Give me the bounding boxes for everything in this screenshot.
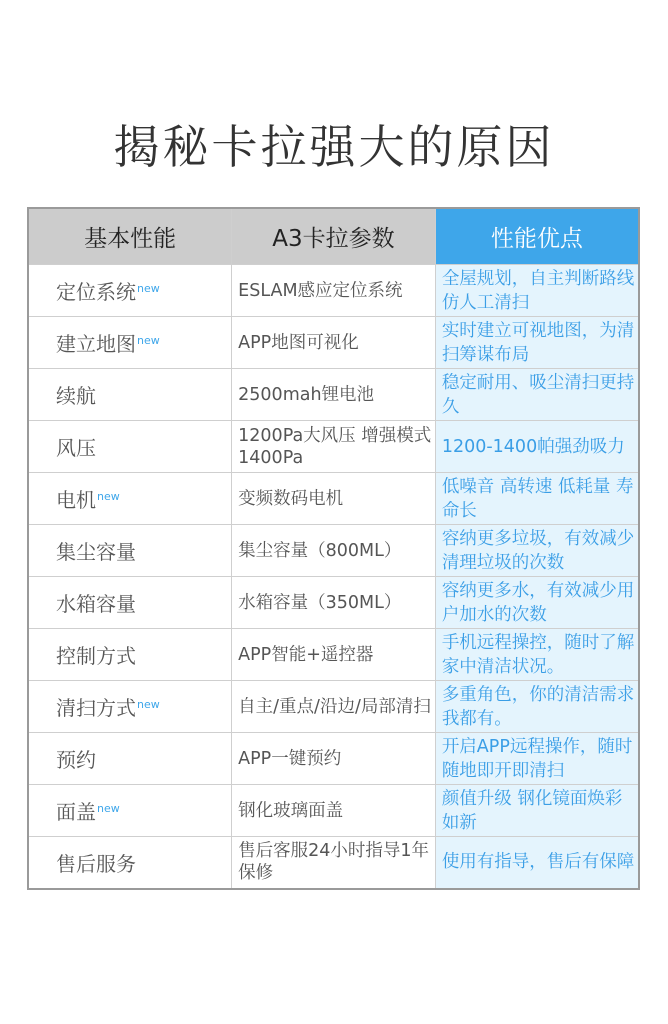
new-badge: new <box>137 282 160 295</box>
feature-label: 预约 <box>56 748 96 772</box>
new-badge: new <box>97 490 120 503</box>
param-cell: APP智能+遥控器 <box>232 629 436 681</box>
param-cell: 1200Pa大风压 增强模式1400Pa <box>232 421 436 473</box>
feature-label: 建立地图 <box>56 332 136 356</box>
table-body <box>28 265 639 889</box>
table-row <box>28 421 639 473</box>
spec-table <box>27 207 640 890</box>
new-badge: new <box>97 802 120 815</box>
feature-cell <box>28 733 232 785</box>
advantage-cell: 稳定耐用、吸尘清扫更持久 <box>435 369 639 421</box>
table-row <box>28 785 639 837</box>
table-row <box>28 629 639 681</box>
table-row <box>28 317 639 369</box>
feature-cell <box>28 369 232 421</box>
feature-cell <box>28 577 232 629</box>
feature-cell <box>28 837 232 889</box>
table-row <box>28 369 639 421</box>
advantage-cell: 多重角色，你的清洁需求我都有。 <box>435 681 639 733</box>
advantage-cell: 使用有指导，售后有保障 <box>435 837 639 889</box>
table-row <box>28 733 639 785</box>
feature-label: 售后服务 <box>56 851 136 876</box>
feature-label: 清扫方式 <box>56 696 136 720</box>
advantage-cell: 实时建立可视地图，为清扫筹谋布局 <box>435 317 639 369</box>
param-cell: 集尘容量（800ML） <box>232 525 436 577</box>
header-advantages: 性能优点 <box>435 208 639 265</box>
feature-label: 控制方式 <box>56 644 136 668</box>
table-row <box>28 577 639 629</box>
new-badge: new <box>137 334 160 347</box>
feature-label: 面盖 <box>56 800 96 824</box>
advantage-cell: 低噪音 高转速 低耗量 寿命长 <box>435 473 639 525</box>
advantage-cell: 1200-1400帕强劲吸力 <box>435 421 639 473</box>
param-cell: 钢化玻璃面盖 <box>232 785 436 837</box>
feature-cell <box>28 265 232 317</box>
table-row <box>28 265 639 317</box>
feature-label: 风压 <box>56 436 96 460</box>
feature-cell <box>28 421 232 473</box>
page-title: 揭秘卡拉强大的原因 <box>113 120 555 174</box>
header-basic-performance: 基本性能 <box>28 208 232 265</box>
feature-cell <box>28 785 232 837</box>
feature-cell <box>28 629 232 681</box>
table-row <box>28 837 639 889</box>
param-cell: 变频数码电机 <box>232 473 436 525</box>
feature-label: 电机 <box>56 488 96 512</box>
feature-cell <box>28 525 232 577</box>
table-row <box>28 473 639 525</box>
feature-label: 续航 <box>56 384 96 408</box>
param-cell: APP地图可视化 <box>232 317 436 369</box>
advantage-cell: 容纳更多垃圾，有效减少清理垃圾的次数 <box>435 525 639 577</box>
feature-cell <box>28 473 232 525</box>
feature-cell <box>28 317 232 369</box>
advantage-cell: 开启APP远程操作，随时随地即开即清扫 <box>435 733 639 785</box>
advantage-cell: 手机远程操控，随时了解家中清洁状况。 <box>435 629 639 681</box>
advantage-cell: 颜值升级 钢化镜面焕彩如新 <box>435 785 639 837</box>
table-row <box>28 525 639 577</box>
advantage-cell: 容纳更多水，有效减少用户加水的次数 <box>435 577 639 629</box>
feature-label: 定位系统 <box>56 280 136 304</box>
table-header-row <box>28 208 639 265</box>
param-cell: 售后客服24小时指导1年保修 <box>232 837 436 889</box>
advantage-cell: 全屋规划，自主判断路线仿人工清扫 <box>435 265 639 317</box>
feature-label: 集尘容量 <box>56 540 136 564</box>
header-a3-params: A3卡拉参数 <box>232 208 436 265</box>
feature-label: 水箱容量 <box>56 592 136 616</box>
param-cell: 水箱容量（350ML） <box>232 577 436 629</box>
param-cell: 自主/重点/沿边/局部清扫 <box>232 681 436 733</box>
param-cell: 2500mah锂电池 <box>232 369 436 421</box>
feature-cell <box>28 681 232 733</box>
param-cell: ESLAM感应定位系统 <box>232 265 436 317</box>
param-cell: APP一键预约 <box>232 733 436 785</box>
new-badge: new <box>137 698 160 711</box>
table-row <box>28 681 639 733</box>
